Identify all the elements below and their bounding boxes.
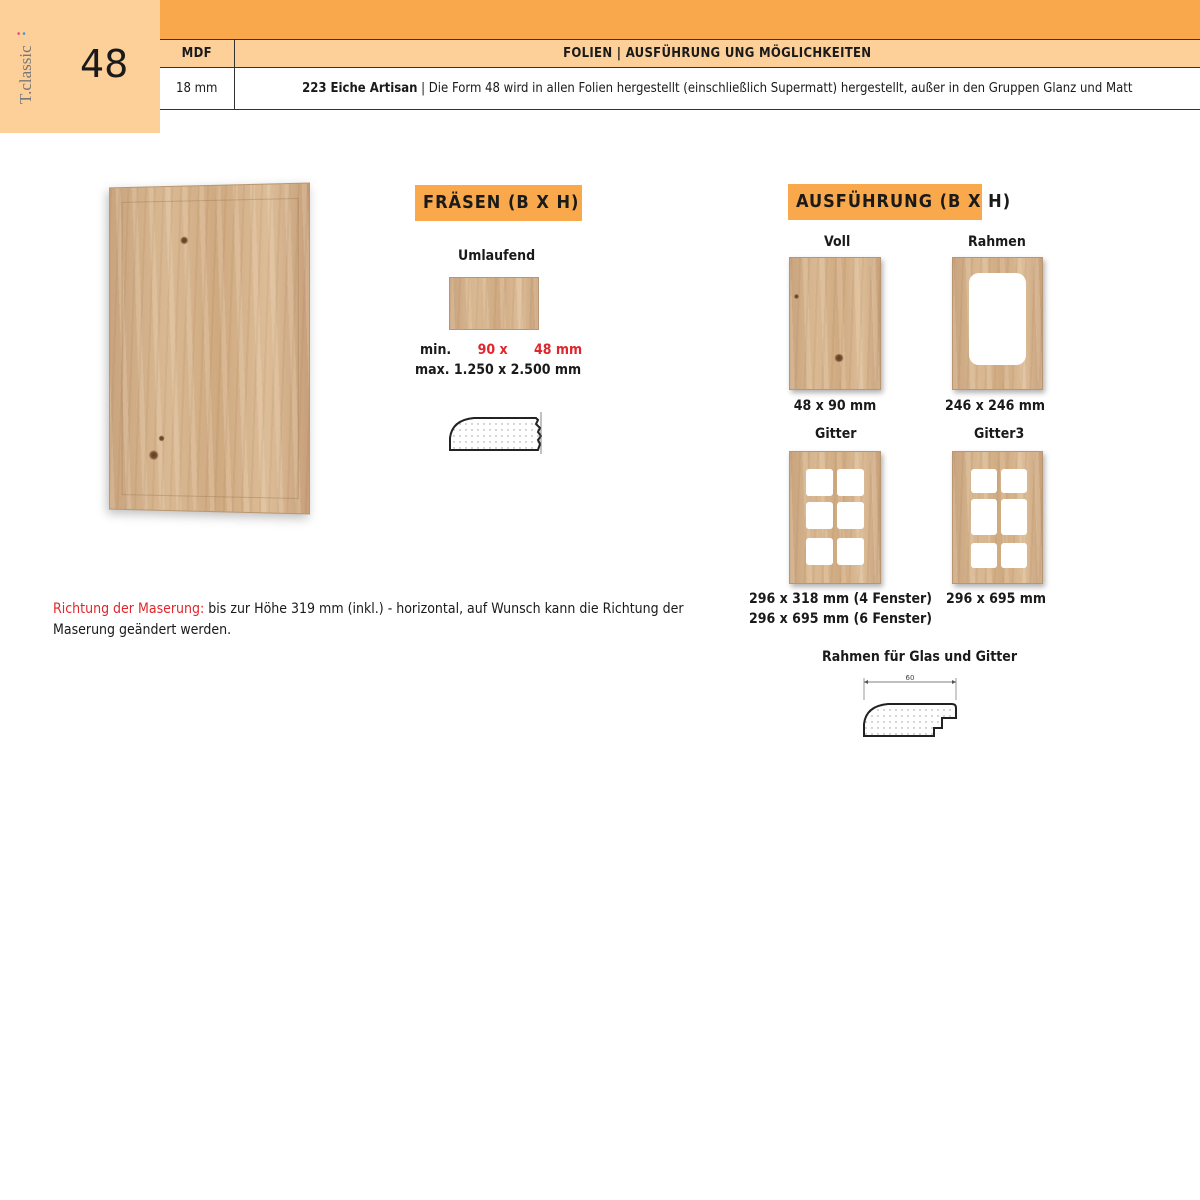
glass-pane [971,543,997,568]
glass-pane [1001,499,1027,535]
glass-window [969,273,1026,365]
voll-door-image [789,257,881,390]
min-width: 90 x [477,342,508,358]
grain-note-label: Richtung der Maserung: [53,601,205,617]
umlaufend-label: Umlaufend [458,248,536,264]
glass-pane [837,538,864,565]
description-cell [234,68,1200,110]
fraesen-heading: FRÄSEN (B X H) [415,185,582,221]
voll-label: Voll [824,234,851,250]
glass-pane [837,502,864,529]
gitter-label: Gitter [815,426,857,442]
glass-pane [1001,469,1027,493]
max-dimensions: max. 1.250 x 2.500 mm [415,362,582,378]
glass-pane [806,469,833,496]
material-description: Die Form 48 wird in allen Folien hergestellt (einschließlich Supermatt) hergestellt, außer in den Gruppen Glanz und Matt [428,81,1133,96]
separator: | [417,81,429,96]
header-band [160,0,1200,40]
wood-knot [794,294,799,299]
gitter3-dimensions: 296 x 695 mm [945,591,1047,607]
brand-logo-icon: •• [16,29,27,40]
gitter3-label: Gitter3 [974,426,1025,442]
glass-pane [806,502,833,529]
spec-table [160,39,1200,110]
edge-profile-drawing [446,410,546,455]
gitter-dimensions-6: 296 x 695 mm (6 Fenster) [749,611,932,627]
wood-knot [159,435,165,441]
rahmen-label: Rahmen [968,234,1026,250]
profile-dimension: 60 [905,674,915,682]
glass-pane [806,538,833,565]
rahmen-door-image [952,257,1043,390]
voll-dimensions: 48 x 90 mm [793,398,877,414]
brand-name: T.classic [16,45,35,104]
rahmen-dimensions: 246 x 246 mm [944,398,1046,414]
gitter-door-image [789,451,881,584]
min-dimensions [420,342,582,358]
grain-direction-note [53,599,693,641]
material-name: 223 Eiche Artisan [302,81,418,96]
brand-logo [6,28,46,108]
min-height: 48 mm [534,342,583,358]
col-header-folien: FOLIEN | AUSFÜHRUNG UNG MÖGLICHKEITEN [234,40,1200,68]
grain-note-text: bis zur Höhe 319 mm (inkl.) - horizontal, auf Wunsch kann die Richtung der Maserung geändert werden. [53,601,688,638]
ausfuehrung-heading: AUSFÜHRUNG (B X H) [788,184,982,220]
glass-pane [971,499,997,535]
glass-pane [1001,543,1027,568]
table-row [160,68,1200,110]
gitter-dimensions-4: 296 x 318 mm (4 Fenster) [749,591,932,607]
frame-profile-label: Rahmen für Glas und Gitter [822,649,1018,665]
spec-table-header [160,40,1200,68]
door-front-image [109,182,310,514]
frame-profile-drawing [858,672,960,740]
page-number: 48 [80,42,129,86]
thickness-cell: 18 mm [160,68,234,110]
glass-pane [837,469,864,496]
umlaufend-sample-image [449,277,539,330]
wood-knot [149,450,159,460]
col-header-mdf: MDF [160,40,234,68]
min-label: min. [420,342,452,358]
glass-pane [971,469,997,493]
gitter3-door-image [952,451,1043,584]
wood-knot [834,354,844,362]
